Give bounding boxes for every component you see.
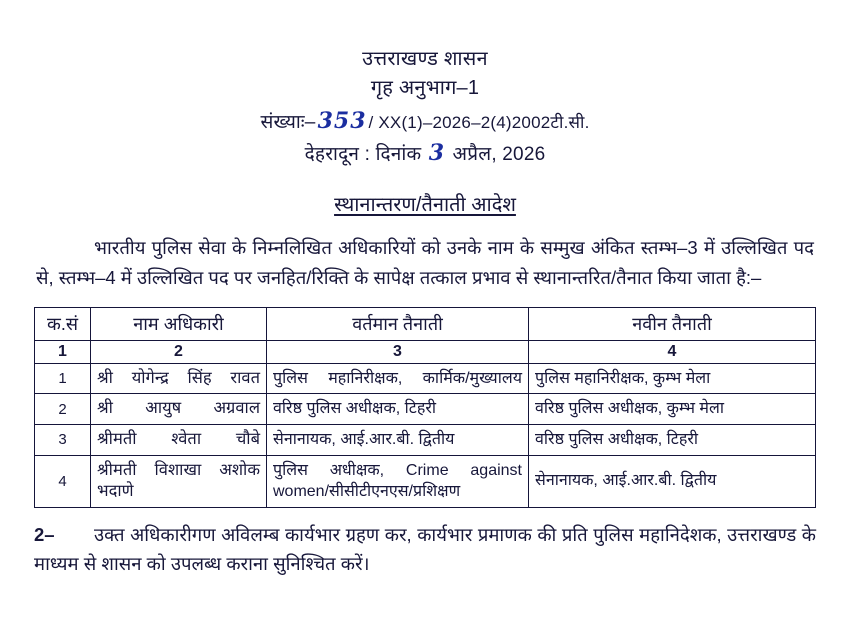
closing-paragraph [34,520,816,579]
row-current-posting: पुलिस अधीक्षक, Crime against women/सीसीटीएनएस/प्रशिक्षण [267,455,529,507]
col-number-4: 4 [529,340,816,363]
date-rest: अप्रैल, 2026 [452,143,546,165]
body-paragraph-text: भारतीय पुलिस सेवा के निम्नलिखित अधिकारियों को उनके नाम के सम्मुख अंकित स्तम्भ–3 में उल्लिखित पद से, स्तम्भ–4 में उल्लिखित पद पर जनहित/रिक्ति के सापेक्ष तत्काल प्रभाव से स्थानान्तरित/तैनात किया जाता है:– [36,236,814,288]
row-new-posting: पुलिस महानिरीक्षक, कुम्भ मेला [529,363,816,394]
table-body [35,363,816,507]
row-serial: 4 [35,455,91,507]
header-line-department: गृह अनुभाग–1 [370,77,480,100]
document-header [34,46,816,168]
document-title [34,190,816,217]
document-title-text: स्थानान्तरण/तैनाती आदेश [334,193,516,216]
number-rest: / XX(1)–2026–2(4)2002टी.सी. [368,112,590,132]
row-officer-name: श्री आयुष अग्रवाल [91,394,267,425]
closing-number: 2– [34,523,55,545]
col-header-officer-name: नाम अधिकारी [91,307,267,340]
row-serial: 3 [35,424,91,455]
body-paragraph [36,233,814,293]
header-line-date [34,139,816,168]
row-new-posting: वरिष्ठ पुलिस अधीक्षक, टिहरी [529,424,816,455]
transfer-order-table [34,307,816,508]
number-label: संख्याः– [260,111,316,133]
table-row [35,363,816,394]
row-new-posting: सेनानायक, आई.आर.बी. द्वितीय [529,455,816,507]
col-number-3: 3 [267,340,529,363]
col-number-2: 2 [91,340,267,363]
table-row [35,455,816,507]
table-column-number-row [35,340,816,363]
header-line-number [34,107,816,136]
row-serial: 1 [35,363,91,394]
row-current-posting: वरिष्ठ पुलिस अधीक्षक, टिहरी [267,394,529,425]
number-handwritten-value: 353 [317,107,367,134]
row-serial: 2 [35,394,91,425]
closing-text: उक्त अधिकारीगण अविलम्ब कार्यभार ग्रहण कर, कार्यभार प्रमाणक की प्रति पुलिस महानिदेशक, उत्तराखण्ड के माध्यम से शासन को उपलब्ध कराना सुनिश्चित करें। [34,523,816,575]
col-header-current-posting: वर्तमान तैनाती [267,307,529,340]
table-row [35,394,816,425]
row-officer-name: श्रीमती विशाखा अशोक भदाणे [91,455,267,507]
table-header-row [35,307,816,340]
row-new-posting: वरिष्ठ पुलिस अधीक्षक, कुम्भ मेला [529,394,816,425]
col-number-1: 1 [35,340,91,363]
row-current-posting: पुलिस महानिरीक्षक, कार्मिक/मुख्यालय [267,363,529,394]
date-handwritten-value: 3 [428,139,446,166]
row-current-posting: सेनानायक, आई.आर.बी. द्वितीय [267,424,529,455]
table-row [35,424,816,455]
col-header-new-posting: नवीन तैनाती [529,307,816,340]
col-header-serial: क.सं [35,307,91,340]
row-officer-name: श्री योगेन्द्र सिंह रावत [91,363,267,394]
row-officer-name: श्रीमती श्वेता चौबे [91,424,267,455]
place-date-label: देहरादून : दिनांक [304,143,422,165]
header-line-government: उत्तराखण्ड शासन [362,48,488,70]
table-head [35,307,816,363]
